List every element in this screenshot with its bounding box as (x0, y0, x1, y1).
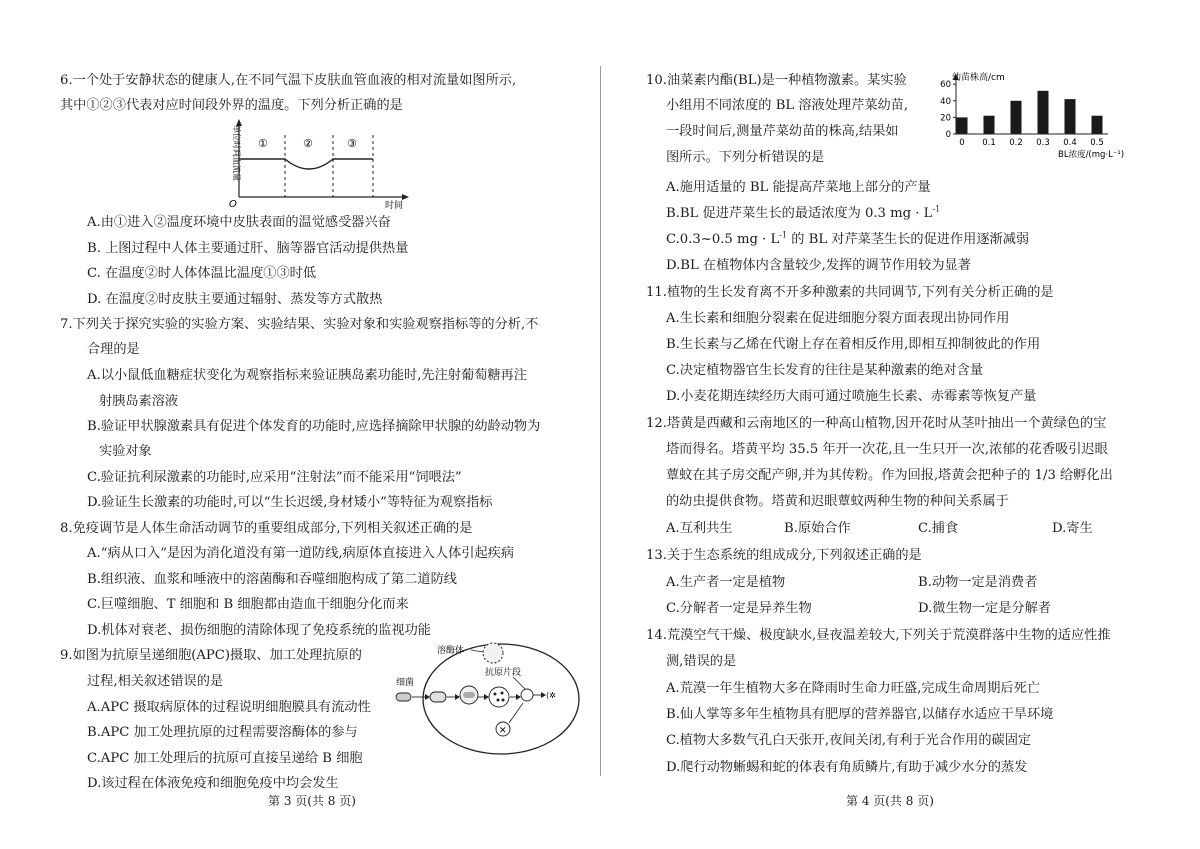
bl-chart-x-tick: 0.5 (1090, 138, 1104, 148)
q11-option-b: B.生长素与乙烯在代谢上存在着相反作用,即相互抑制彼此的作用 (666, 337, 1041, 352)
q12-option-a: A.互利共生 (666, 521, 733, 536)
q8-option-a: A.“病从口入”是因为消化道没有第一道防线,病原体直接进入人体引起疾病 (87, 546, 515, 561)
q13-option-d: D.微生物一定是分解者 (918, 601, 1051, 616)
q10-option-d: D.BL 在植物体内含量较少,发挥的调节作用较为显著 (666, 258, 971, 273)
bl-chart-bar (984, 116, 995, 134)
q7-option-d: D.验证生长激素的功能时,可以“生长迟缓,身材矮小”等特征为观察指标 (87, 495, 493, 510)
q8-option-d: D.机体对衰老、损伤细胞的清除体现了免疫系统的监视功能 (87, 623, 431, 638)
q10-stem-line2: 小组用不同浓度的 BL 溶液处理芹菜幼苗, (666, 98, 909, 113)
q12-stem-line1: 12.塔黄是西藏和云南地区的一种高山植物,因开花时从茎叶抽出一个黄绿色的宝 (646, 416, 1107, 431)
q10-option-a: A.施用适量的 BL 能提高芹菜地上部分的产量 (666, 180, 931, 195)
q7-option-a-line1: A.以小鼠低血糖症状变化为观察指标来验证胰岛素功能时,先注射葡萄糖再注 (87, 368, 527, 383)
q6-option-a: A.由①进入②温度环境中皮肤表面的温觉感受器兴奋 (87, 215, 391, 230)
q10-option-c (666, 231, 1029, 249)
q6-seg2-label: ② (303, 137, 313, 150)
q6-seg1-label: ① (258, 137, 268, 150)
q12-stem-line4: 的幼虫提供食物。塔黄和迟眼蕈蚊两种生物的种间关系属于 (666, 494, 1009, 509)
q6-stem-line1: 6.一个处于安静状态的健康人,在不同气温下皮肤血管血液的相对流量如图所示, (60, 73, 517, 88)
q9-option-d: D.该过程在体液免疫和细胞免疫中均会发生 (87, 776, 339, 791)
bl-chart-bar (957, 117, 968, 134)
q7-option-b-line2: 实验对象 (99, 444, 152, 459)
q9-fragment-label: 抗原片段 (485, 668, 522, 678)
q8-option-c: C.巨噬细胞、T 细胞和 B 细胞都由造血干细胞分化而来 (87, 597, 409, 612)
bl-chart-bar (1011, 101, 1022, 134)
q13-option-a: A.生产者一定是植物 (666, 575, 786, 590)
q8-option-b: B.组织液、血浆和唾液中的溶菌酶和吞噬细胞构成了第二道防线 (87, 572, 457, 587)
svg-text:✕: ✕ (499, 726, 507, 736)
q6-option-b: B. 上图过程中人体主要通过肝、脑等器官活动提供热量 (87, 241, 409, 256)
q12-option-c: C.捕食 (918, 521, 959, 536)
q9-option-a: A.APC 摄取病原体的过程说明细胞膜具有流动性 (87, 700, 371, 715)
q13-option-c: C.分解者一定是异养生物 (666, 601, 812, 616)
q12-stem-line3: 蕈蚊在其子房交配产卵,并为其传粉。作为回报,塔黄会把种子的 1/3 给孵化出 (666, 468, 1113, 483)
q7-option-c: C.验证抗利尿激素的功能时,应采用“注射法”而不能采用“饲喂法” (87, 470, 462, 485)
bl-chart-bar (1038, 91, 1049, 134)
bl-concentration-bar-chart (930, 68, 1135, 166)
q12-option-b: B.原始合作 (784, 521, 851, 536)
page-4-footer: 第 4 页(共 8 页) (846, 794, 934, 808)
q6-x-axis-label: 时间 (385, 201, 404, 209)
q10-option-c-pre: C.0.3~0.5 mg · L (666, 232, 780, 247)
q14-option-a: A.荒漠一年生植物大多在降雨时生命力旺盛,完成生命周期后死亡 (666, 681, 1040, 696)
bl-chart-x-tick: 0.4 (1063, 138, 1077, 148)
bl-chart-y-tick: 0 (945, 130, 951, 140)
q10-option-b (666, 205, 940, 223)
q7-stem-line1: 7.下列关于探究实验的实验方案、实验结果、实验对象和实验观察指标等的分析,不 (60, 317, 539, 332)
bl-chart-x-label: BL浓度/(mg·L⁻¹) (1058, 150, 1125, 160)
svg-text:⟨✲: ⟨✲ (546, 691, 556, 700)
bl-chart-y-label: 幼苗株高/cm (952, 73, 1005, 83)
q7-option-b-line1: B.验证甲状腺激素具有促进个体发育的功能时,应选择摘除甲状腺的幼龄动物为 (87, 419, 541, 434)
q10-option-b-exponent: -1 (932, 204, 941, 214)
q6-blood-flow-figure (225, 117, 415, 209)
q10-option-c-exponent: -1 (779, 230, 788, 240)
bl-chart-y-tick: 20 (940, 113, 951, 124)
q6-y-axis-label: 单位时间血流量 (232, 125, 241, 181)
q9-bacteria-label: 细菌 (396, 678, 415, 688)
q9-stem-line2: 过程,相关叙述错误的是 (87, 674, 224, 689)
q6-option-c: C. 在温度②时人体体温比温度①③时低 (87, 266, 317, 281)
bl-chart-x-tick: 0.3 (1036, 138, 1050, 148)
q9-apc-figure (393, 637, 583, 759)
q14-option-c: C.植物大多数气孔白天张开,夜间关闭,有利于光合作用的碳固定 (666, 733, 1032, 748)
q14-stem-line2: 测,错误的是 (666, 654, 737, 669)
q6-origin-label: O (229, 199, 237, 209)
q6-option-d: D. 在温度②时皮肤主要通过辐射、蒸发等方式散热 (87, 292, 383, 307)
q12-stem-line2: 塔而得名。塔黄平均 35.5 年开一次花,且一生只开一次,浓郁的花香吸引迟眼 (666, 442, 1108, 457)
bl-chart-y-tick: 40 (940, 96, 951, 107)
q6-seg3-label: ③ (347, 137, 357, 150)
bl-chart-x-tick: 0 (959, 138, 965, 148)
q13-stem: 13.关于生态系统的组成成分,下列叙述正确的是 (646, 548, 922, 563)
q6-stem-line2: 其中①②③代表对应时间段外界的温度。下列分析正确的是 (60, 98, 403, 113)
q14-stem-line1: 14.荒漠空气干燥、极度缺水,昼夜温差较大,下列关于荒漠群落中生物的适应性推 (646, 628, 1111, 643)
q9-lysosome-label: 溶酶体 (437, 646, 465, 656)
q8-stem: 8.免疫调节是人体生命活动调节的重要组成部分,下列相关叙述正确的是 (60, 521, 473, 536)
q14-option-d: D.爬行动物蜥蜴和蛇的体表有角质鳞片,有助于减少水分的蒸发 (666, 760, 1028, 775)
q10-stem-line4: 图所示。下列分析错误的是 (666, 150, 825, 165)
q11-option-d: D.小麦花期连续经历大雨可通过喷施生长素、赤霉素等恢复产量 (666, 389, 1037, 404)
bl-chart-x-tick: 0.1 (982, 138, 996, 148)
page-divider (600, 66, 601, 776)
page-3-footer: 第 3 页(共 8 页) (268, 794, 356, 808)
q7-stem-line2: 合理的是 (87, 342, 140, 357)
q11-option-a: A.生长素和细胞分裂素在促进细胞分裂方面表现出协同作用 (666, 311, 1010, 326)
q13-option-b: B.动物一定是消费者 (918, 575, 1038, 590)
q7-option-a-line2: 射胰岛素溶液 (99, 394, 179, 409)
q10-option-c-post: 的 BL 对芹菜茎生长的促进作用逐渐减弱 (787, 232, 1030, 247)
q10-stem-line1: 10.油菜素内酯(BL)是一种植物激素。某实验 (646, 73, 907, 88)
q10-stem-line3: 一段时间后,测量芹菜幼苗的株高,结果如 (666, 124, 899, 139)
q10-option-b-text: B.BL 促进芹菜生长的最适浓度为 0.3 mg · L (666, 206, 933, 221)
bl-chart-bar (1065, 99, 1076, 134)
q11-stem: 11.植物的生长发育离不开多种激素的共同调节,下列有关分析正确的是 (646, 285, 1054, 300)
q11-option-c: C.决定植物器官生长发育的往往是某种激素的绝对含量 (666, 363, 984, 378)
q9-stem-line1: 9.如图为抗原呈递细胞(APC)摄取、加工处理抗原的 (60, 648, 362, 663)
q12-option-d: D.寄生 (1052, 521, 1093, 536)
bl-chart-y-tick: 60 (940, 80, 951, 91)
q9-option-c: C.APC 加工处理后的抗原可直接呈递给 B 细胞 (87, 751, 363, 766)
q14-option-b: B.仙人掌等多年生植物具有肥厚的营养器官,以储存水适应干旱环境 (666, 707, 1054, 722)
bl-chart-bar (1092, 116, 1103, 134)
q9-option-b: B.APC 加工处理抗原的过程需要溶酶体的参与 (87, 725, 358, 740)
bl-chart-x-tick: 0.2 (1009, 138, 1023, 148)
